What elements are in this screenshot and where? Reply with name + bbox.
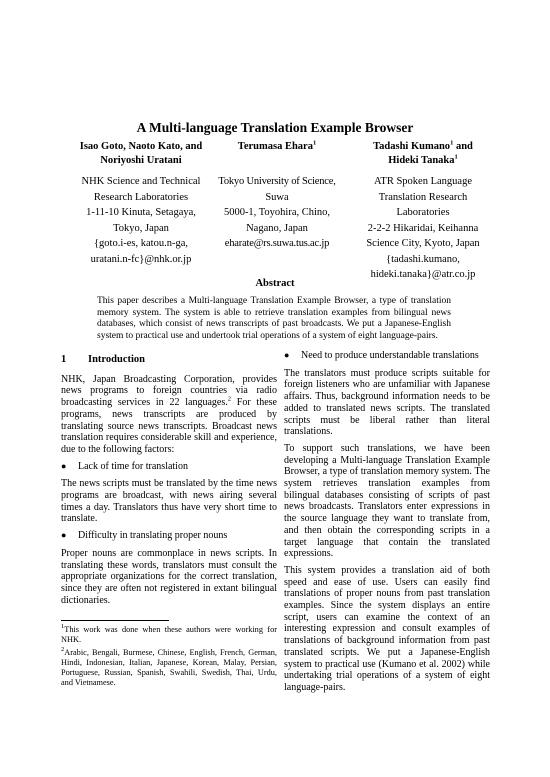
bullet-item: ● Need to produce understandable translations bbox=[284, 350, 479, 361]
bullet-icon: ● bbox=[284, 350, 290, 360]
paragraph: This system provides a translation aid of both speed and ease of use. Users can easily find translations of proper nouns from past translation examples. Since the system displays an entire script, users can examine the context of an interesting expression and consult examples of translations of background information from past translated scripts. We put a Japanese-English system to practical use (Kumano et al. 2002) while undertaking trial operations of a system of eight language-pairs. bbox=[284, 564, 490, 693]
paper-title: A Multi-language Translation Example Browser bbox=[136, 120, 414, 135]
paragraph: To support such translations, we have been developing a Multi-language Translation Example Browser, a type of translation memory system. The system retrieves translation examples from bilingual databases consisting of scripts of past news broadcasts. Translators enter expressions in the source language they want to translate from, and then obtain the corresponding scripts in a target language that contain the translated expressions. bbox=[284, 442, 490, 560]
footnote-divider bbox=[61, 620, 169, 621]
footnote-mark: 2 bbox=[227, 395, 231, 403]
bullet-item: ● Difficulty in translating proper nouns bbox=[61, 530, 228, 542]
footnote-mark: 1 bbox=[312, 139, 317, 147]
author-names: Tadashi Kumano$^1$ and Hideki Tanaka$^1$ bbox=[373, 139, 473, 166]
author-affiliation: Tokyo University of Science, Suwa 5000-1, Toyohira, Chino, Nagano, Japan eharate@rs.suwa.tus.ac.jp bbox=[218, 176, 336, 249]
bullet-icon: ● bbox=[61, 530, 67, 541]
right-column bbox=[284, 350, 490, 699]
footnote-mark: 1 bbox=[450, 139, 454, 147]
footnote-mark: 1 bbox=[454, 153, 458, 161]
author-affiliation: NHK Science and Technical Research Laboratories 1-11-10 Kinuta, Setagaya, Tokyo, Japan {goto.i-es, katou.n-ga, uratani.n-fc}@nhk.or.jp bbox=[81, 176, 201, 265]
bullet-icon: ● bbox=[61, 460, 67, 471]
abstract-text: This paper describes a Multi-language Translation Example Browser, a type of translation memory system. The system is able to retrieve translation examples from bilingual news databases, which consist of news transcripts of past broadcasts. We put a Japanese-English system to practical use and undertook trial operations of a system of eight language-pairs. bbox=[97, 296, 451, 341]
section-heading: 1 Introduction bbox=[61, 354, 145, 365]
footnote: $^2$Arabic, Bengali, Burmese, Chinese, English, French, German, Hindi, Indonesian, Italian, Japanese, Korean, Malay, Persian, Portuguese, Russian, Spanish, Swahili, Swedish, Thai, Urdu, and Vietnamese. bbox=[61, 646, 277, 688]
author-block-2 bbox=[210, 140, 344, 252]
author-block-3 bbox=[344, 140, 502, 283]
author-affiliation: ATR Spoken Language Translation Research Laboratories 2-2-2 Hikaridai, Keihanna Science City, Kyoto, Japan {tadashi.kumano, hideki.tanaka}@atr.co.jp bbox=[366, 176, 480, 280]
bullet-item: ● Lack of time for translation bbox=[61, 460, 188, 472]
footnote: $^1$This work was done when these authors were working for NHK. bbox=[61, 623, 277, 645]
paragraph: Proper nouns are commonplace in news scripts. In translating these words, translators must consult the appropriate organizations for the correct translation, since they are often not registered in extant bilingual dictionaries. bbox=[61, 547, 277, 606]
author-names: Terumasa Ehara$^1$ bbox=[237, 139, 317, 152]
author-block-1 bbox=[62, 140, 220, 267]
abstract-heading: Abstract bbox=[255, 278, 295, 289]
author-names: Isao Goto, Naoto Kato, and Noriyoshi Uratani bbox=[79, 141, 203, 166]
paragraph: The translators must produce scripts suitable for foreign listeners who are unfamiliar with Japanese affairs. Thus, background information needs to be added to translated news scripts. The translated scripts must be liberal rather than literal translations. bbox=[284, 367, 490, 438]
left-column bbox=[61, 350, 277, 691]
paragraph: The news scripts must be translated by the time news programs are broadcast, with news airing several times a day. Translators thus have very short time to translate. bbox=[61, 478, 277, 525]
paragraph: NHK, Japan Broadcasting Corporation, provides news programs to foreign countries via radio broadcasting services in 22 languages.$^2$ For these programs, news transcripts are produced by translating source news transcripts. Broadcast news translation requires considerable skill and experience, due to the following factors: bbox=[61, 373, 277, 455]
